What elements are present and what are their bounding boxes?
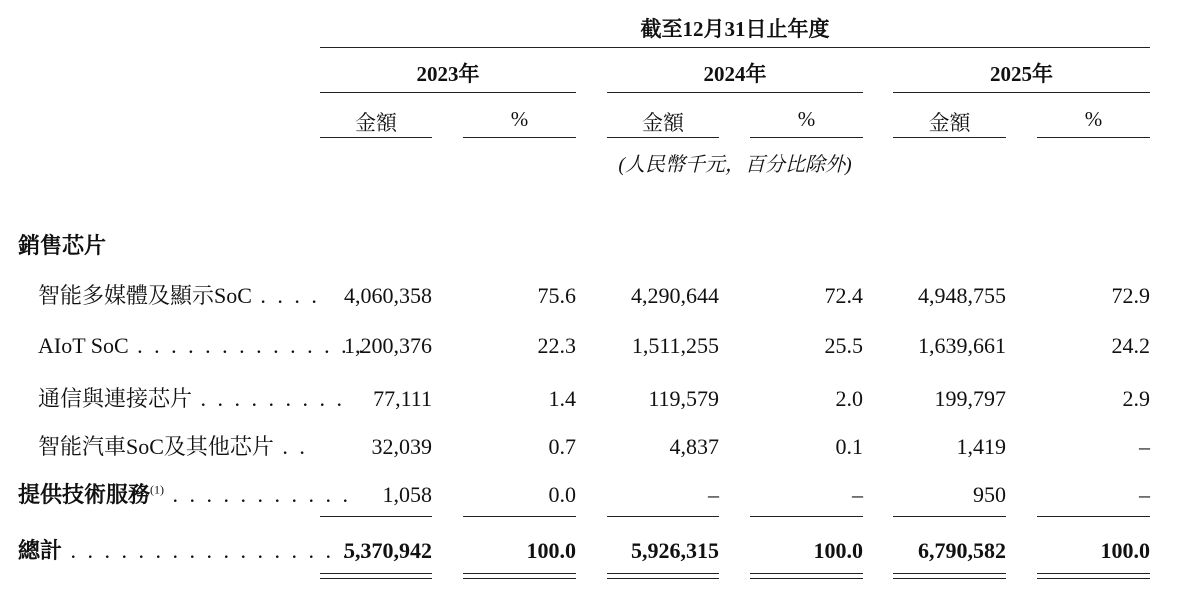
col-rule-2 [463,137,576,138]
value-cell: – [1139,482,1150,507]
value-cell: 2.0 [835,386,863,411]
total-double-rule-6 [1037,573,1150,579]
value-cell: 72.4 [824,283,863,308]
value-cell: 950 [973,482,1006,507]
value-cell: 75.6 [537,283,576,308]
percent-header-2023: % [510,107,529,131]
col-rule-5 [893,137,1006,138]
year-2025: 2025年 [990,62,1053,86]
value-cell: 1,419 [956,434,1006,459]
total-cell: 100.0 [526,538,576,563]
total-double-rule-2 [463,573,576,579]
subtotal-rule-5 [893,516,1006,517]
value-cell: 1,200,376 [344,333,432,358]
value-cell: 0.7 [548,434,576,459]
col-rule-1 [320,137,432,138]
col-rule-4 [750,137,863,138]
section-title: 銷售芯片 [18,233,107,258]
total-double-rule-3 [607,573,719,579]
dot-leader: . . . . . . . . . . . [164,482,352,507]
year-2023: 2023年 [416,62,480,86]
amount-header-2025: 金額 [928,111,971,135]
value-cell: 1,511,255 [631,333,719,358]
total-double-rule-4 [750,573,863,579]
value-cell: 4,837 [669,434,719,459]
value-cell: 199,797 [934,386,1006,411]
subtotal-rule-3 [607,516,719,517]
dot-leader: . . . . . . . . . . . . . . [128,333,367,358]
value-cell: 0.0 [548,482,576,507]
value-cell: 4,060,358 [344,283,432,308]
col-rule-3 [607,137,719,138]
total-cell: 100.0 [813,538,863,563]
value-cell: – [852,482,863,507]
subtotal-rule-4 [750,516,863,517]
subtotal-rule-2 [463,516,576,517]
col-rule-6 [1037,137,1150,138]
year-rule-2023 [320,92,576,93]
amount-header-2024: 金額 [642,111,684,135]
total-double-rule-5 [893,573,1006,579]
header-rule [320,47,1150,48]
value-cell: 119,579 [648,386,719,411]
value-cell: 0.1 [835,434,863,459]
value-cell: 1,058 [382,482,432,507]
value-cell: – [708,482,719,507]
period-title: 截至12月31日止年度 [640,17,830,41]
value-cell: 1,639,661 [918,333,1006,358]
subtotal-rule-1 [320,516,432,517]
unit-note: (人民幣千元，百分比除外) [618,154,852,176]
row-label: 智能汽車SoC及其他芯片 [38,434,274,459]
subtotal-rule-6 [1037,516,1150,517]
total-cell: 6,790,582 [918,538,1006,563]
value-cell: 32,039 [371,434,432,459]
value-cell: – [1139,434,1150,459]
value-cell: 22.3 [537,333,576,358]
value-cell: 77,111 [373,386,432,411]
row-label: 智能多媒體及顯示SoC [38,283,252,308]
footnote-marker: (1) [150,482,165,497]
value-cell: 24.2 [1111,333,1150,358]
year-rule-2025 [893,92,1150,93]
dot-leader: . . [273,434,308,459]
value-cell: 2.9 [1122,386,1150,411]
year-2024: 2024年 [703,62,767,86]
percent-header-2024: % [797,107,816,131]
row-label: 提供技術服務 [18,482,151,507]
total-cell: 5,370,942 [344,538,432,563]
value-cell: 1.4 [548,386,576,411]
percent-header-2025: % [1084,107,1103,131]
year-rule-2024 [607,92,863,93]
dot-leader: . . . . . . . . . [192,386,346,411]
dot-leader: . . . . [251,283,320,308]
total-cell: 5,926,315 [631,538,719,563]
value-cell: 4,290,644 [631,283,719,308]
total-double-rule-1 [320,573,432,579]
amount-header-2023: 金額 [355,111,397,135]
value-cell: 4,948,755 [918,283,1006,308]
row-label: 總計 [18,538,63,563]
row-label: AIoT SoC [38,333,129,358]
value-cell: 72.9 [1111,283,1150,308]
dot-leader: . . . . . . . . . . . . . . . . . . [62,538,369,563]
value-cell: 25.5 [824,333,863,358]
total-cell: 100.0 [1100,538,1150,563]
row-label: 通信與連接芯片 [38,386,193,411]
